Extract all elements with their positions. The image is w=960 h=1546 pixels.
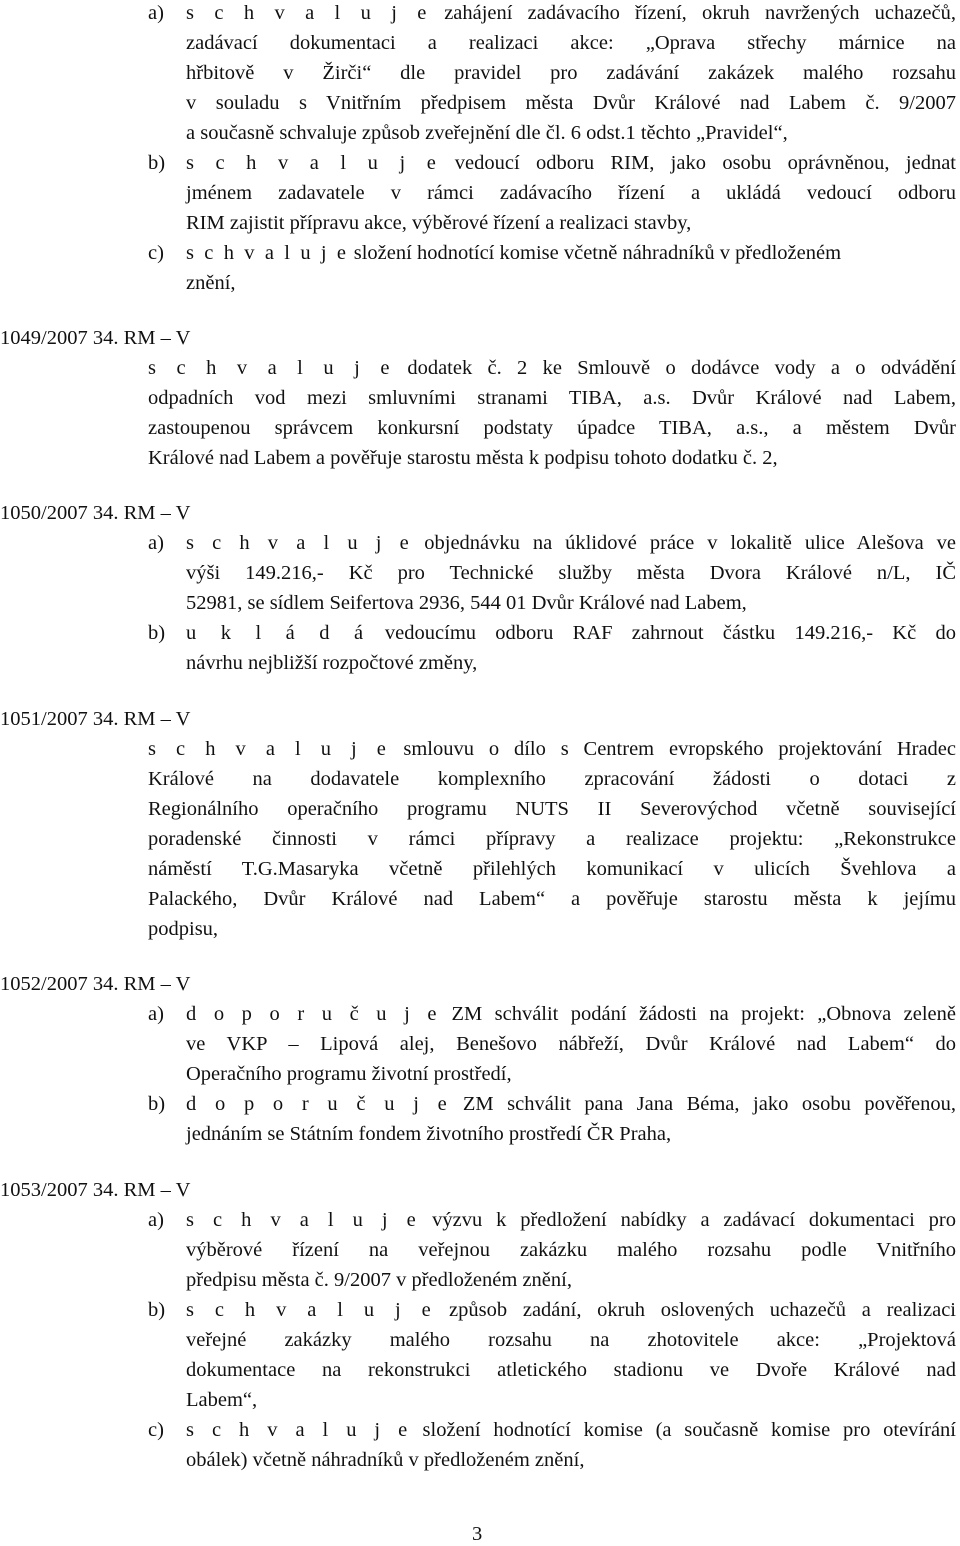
item-line: dokumentace na rekonstrukci atletického stadionu ve Dvoře Králové nad — [186, 1359, 956, 1381]
resolution-number: 1049/2007 34. RM – V — [0, 327, 191, 349]
item-label: c) — [148, 1419, 164, 1441]
keyword: u k l á d á — [186, 622, 366, 644]
keyword: s c h v a l u j e — [186, 1209, 419, 1231]
item-line: ve VKP – Lipová alej, Benešovo nábřeží, Dvůr Králové nad Labem“ do — [186, 1033, 956, 1055]
item-label: a) — [148, 532, 164, 554]
item-line: d o p o r u č u j e ZM schválit podání žádosti na projekt: „Obnova zeleně — [186, 1003, 957, 1025]
keyword: d o p o r u č u j e — [186, 1093, 450, 1115]
item-line: veřejné zakázky malého rozsahu na zhotovitele akce: „Projektová — [186, 1329, 956, 1351]
item-line: s c h v a l u j e dodatek č. 2 ke Smlouvě o dodávce vody a o odvádění — [148, 357, 956, 379]
item-line: Králové nad Labem a pověřuje starostu města k podpisu tohoto dodatku č. 2, — [148, 447, 778, 469]
item-line: hřbitově v Žirči“ dle pravidel pro zadávání zakázek malého rozsahu — [186, 62, 956, 84]
item-line: návrhu nejbližší rozpočtové změny, — [186, 652, 478, 674]
keyword: s c h v a l u j e — [186, 532, 412, 554]
item-line: zadávací dokumentaci a realizaci akce: „Oprava střechy márnice na — [186, 32, 956, 54]
item-label: a) — [148, 1003, 164, 1025]
keyword: d o p o r u č u j e — [186, 1003, 440, 1025]
item-line: s c h v a l u j e smlouvu o dílo s Centrem evropského projektování Hradec — [148, 738, 956, 760]
item-line: výši 149.216,- Kč pro Technické služby města Dvora Králové n/L, IČ — [186, 562, 956, 584]
item-line: s c h v a l u j e složení hodnotící komise včetně náhradníků v předloženém — [186, 242, 842, 264]
item-line: s c h v a l u j e zahájení zadávacího řízení, okruh navržených uchazečů, — [186, 2, 956, 24]
item-line: s c h v a l u j e vedoucí odboru RIM, jako osobu oprávněnou, jednat — [186, 152, 956, 174]
resolution-number: 1051/2007 34. RM – V — [0, 708, 191, 730]
item-label: b) — [148, 1093, 166, 1115]
item-label: c) — [148, 242, 164, 264]
item-line: výběrové řízení na veřejnou zakázku malého rozsahu podle Vnitřního — [186, 1239, 956, 1261]
item-line: Králové na dodavatele komplexního zpracování žádosti o dotaci z — [148, 768, 956, 790]
item-line: Operačního programu životní prostředí, — [186, 1063, 512, 1085]
resolution-number: 1052/2007 34. RM – V — [0, 973, 191, 995]
item-line: znění, — [186, 272, 236, 294]
item-line: d o p o r u č u j e ZM schválit pana Jana Béma, jako osobu pověřenou, — [186, 1093, 957, 1115]
keyword: s c h v a l u j e — [148, 738, 389, 760]
item-line: s c h v a l u j e výzvu k předložení nabídky a zadávací dokumentaci pro — [186, 1209, 956, 1231]
item-line: náměstí T.G.Masaryka včetně přilehlých komunikací v ulicích Švehlova a — [148, 858, 956, 880]
resolution-number: 1053/2007 34. RM – V — [0, 1179, 191, 1201]
item-line: zastoupenou správcem konkursní podstaty úpadce TIBA, a.s., a městem Dvůr — [148, 417, 956, 439]
item-line: jednáním se Státním fondem životního prostředí ČR Praha, — [186, 1123, 672, 1145]
item-line: předpisu města č. 9/2007 v předloženém znění, — [186, 1269, 572, 1291]
keyword: s c h v a l u j e — [186, 242, 349, 264]
item-line: s c h v a l u j e složení hodnotící komise (a současně komise pro otevírání — [186, 1419, 956, 1441]
item-line: obálek) včetně náhradníků v předloženém znění, — [186, 1449, 585, 1471]
item-label: b) — [148, 622, 166, 644]
item-line: v souladu s Vnitřním předpisem města Dvůr Králové nad Labem č. 9/2007 — [186, 92, 956, 114]
item-line: RIM zajistit přípravu akce, výběrové řízení a realizaci stavby, — [186, 212, 692, 234]
item-line: Palackého, Dvůr Králové nad Labem“ a pověřuje starostu města k jejímu — [148, 888, 956, 910]
keyword: s c h v a l u j e — [186, 1419, 410, 1441]
item-line: s c h v a l u j e objednávku na úklidové práce v lokalitě ulice Alešova ve — [186, 532, 956, 554]
item-label: b) — [148, 152, 166, 174]
item-line: 52981, se sídlem Seifertova 2936, 544 01 Dvůr Králové nad Labem, — [186, 592, 747, 614]
item-label: a) — [148, 2, 164, 24]
item-line: u k l á d á vedoucímu odboru RAF zahrnout částku 149.216,- Kč do — [186, 622, 956, 644]
item-line: odpadních vod mezi smluvními stranami TIBA, a.s. Dvůr Králové nad Labem, — [148, 387, 956, 409]
item-line: Regionálního operačního programu NUTS II Severovýchod včetně související — [148, 798, 956, 820]
item-line: s c h v a l u j e způsob zadání, okruh oslovených uchazečů a realizaci — [186, 1299, 956, 1321]
keyword: s c h v a l u j e — [186, 1299, 434, 1321]
item-line: jménem zadavatele v rámci zadávacího řízení a ukládá vedoucí odboru — [186, 182, 956, 204]
item-line: Labem“, — [186, 1389, 258, 1411]
page-number: 3 — [472, 1523, 483, 1545]
keyword: s c h v a l u j e — [148, 357, 393, 379]
item-label: b) — [148, 1299, 166, 1321]
item-line: podpisu, — [148, 918, 219, 940]
resolution-number: 1050/2007 34. RM – V — [0, 502, 191, 524]
item-label: a) — [148, 1209, 164, 1231]
keyword: s c h v a l u j e — [186, 2, 430, 24]
keyword: s c h v a l u j e — [186, 152, 439, 174]
item-line: a současně schvaluje způsob zveřejnění dle čl. 6 odst.1 těchto „Pravidel“, — [186, 122, 788, 144]
item-line: poradenské činnosti v rámci přípravy a realizace projektu: „Rekonstrukce — [148, 828, 956, 850]
